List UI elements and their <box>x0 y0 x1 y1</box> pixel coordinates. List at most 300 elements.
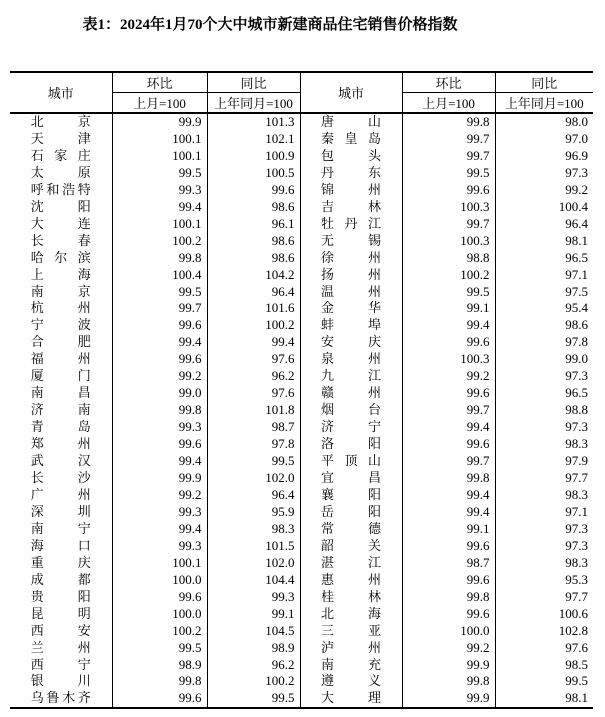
yoy-value: 96.9 <box>565 147 588 163</box>
city-cell <box>300 419 402 436</box>
mom-value: 99.4 <box>112 334 207 351</box>
yoy-value: 98.0 <box>565 114 588 129</box>
mom-value: 99.6 <box>402 436 495 453</box>
city-cell <box>10 131 112 148</box>
yoy-value: 97.3 <box>565 537 588 553</box>
city-cell <box>300 673 402 690</box>
header-city-right: 城市 <box>300 72 402 113</box>
city-name: 厦 门 <box>30 368 91 384</box>
city-name: 青 岛 <box>30 419 91 435</box>
city-name: 平 顶 山 <box>321 453 381 469</box>
city-name: 宁 波 <box>30 317 91 333</box>
yoy-value: 98.1 <box>565 232 588 248</box>
mom-value: 99.6 <box>112 690 207 708</box>
yoy-value: 97.7 <box>565 588 588 604</box>
table-row <box>10 521 593 538</box>
city-cell <box>300 182 402 199</box>
city-cell <box>300 148 402 165</box>
yoy-value: 96.4 <box>207 284 300 301</box>
city-name: 宜 昌 <box>321 470 381 486</box>
mom-value: 99.4 <box>112 521 207 538</box>
table-row <box>10 233 593 250</box>
city-cell <box>10 589 112 606</box>
table-row <box>10 148 593 165</box>
mom-value: 99.3 <box>112 504 207 521</box>
city-name: 牡 丹 江 <box>321 215 381 231</box>
table-row <box>10 334 593 351</box>
city-cell <box>300 487 402 504</box>
yoy-value: 96.4 <box>207 487 300 504</box>
city-name: 石 家 庄 <box>30 147 91 163</box>
city-name: 遵 义 <box>321 673 381 689</box>
yoy-value: 96.1 <box>207 216 300 233</box>
city-cell <box>300 284 402 301</box>
table-row <box>10 690 593 708</box>
city-cell <box>10 216 112 233</box>
header-mom-base-left: 上月=100 <box>112 93 207 114</box>
city-cell <box>10 402 112 419</box>
mom-value: 100.1 <box>112 148 207 165</box>
city-name: 福 州 <box>30 351 91 367</box>
mom-value: 99.5 <box>112 284 207 301</box>
city-name: 杭 州 <box>30 300 91 316</box>
city-name: 吉 林 <box>321 198 381 214</box>
table-row <box>10 436 593 453</box>
yoy-value: 96.4 <box>565 215 588 231</box>
table-row <box>10 504 593 521</box>
city-cell <box>300 572 402 589</box>
yoy-value: 96.5 <box>565 385 588 401</box>
yoy-value: 95.4 <box>565 300 588 316</box>
mom-value: 100.0 <box>112 572 207 589</box>
mom-value: 99.1 <box>402 300 495 317</box>
mom-value: 100.0 <box>402 623 495 640</box>
mom-value: 99.8 <box>402 589 495 606</box>
mom-value: 99.5 <box>112 640 207 657</box>
header-yoy-base-left: 上年同月=100 <box>207 93 300 114</box>
mom-value: 99.5 <box>402 165 495 182</box>
city-name: 无 锡 <box>321 232 381 248</box>
mom-value: 99.5 <box>112 165 207 182</box>
city-cell <box>10 623 112 640</box>
city-name: 九 江 <box>321 368 381 384</box>
mom-value: 99.7 <box>402 131 495 148</box>
city-cell <box>10 385 112 402</box>
header-mom-base-right: 上月=100 <box>402 93 495 114</box>
city-name: 惠 州 <box>321 571 381 587</box>
yoy-value: 101.3 <box>207 113 300 131</box>
city-cell <box>10 284 112 301</box>
yoy-value: 99.5 <box>207 690 300 708</box>
city-cell <box>300 538 402 555</box>
city-cell <box>10 368 112 385</box>
yoy-value: 98.3 <box>207 521 300 538</box>
city-cell <box>300 555 402 572</box>
city-name: 北 海 <box>321 605 381 621</box>
table-row <box>10 385 593 402</box>
mom-value: 98.9 <box>112 657 207 674</box>
city-cell <box>10 148 112 165</box>
mom-value: 99.7 <box>112 300 207 317</box>
yoy-value: 99.1 <box>207 606 300 623</box>
city-name: 唐 山 <box>321 114 381 129</box>
table-row <box>10 317 593 334</box>
city-name: 洛 阳 <box>321 436 381 452</box>
table-body <box>10 113 593 708</box>
mom-value: 100.4 <box>112 267 207 284</box>
yoy-value: 97.0 <box>565 130 588 146</box>
yoy-value: 98.6 <box>565 317 588 333</box>
yoy-value: 102.1 <box>207 131 300 148</box>
city-name: 成 都 <box>30 571 91 587</box>
city-name: 呼 和 浩 特 <box>30 181 91 197</box>
city-cell <box>10 165 112 182</box>
city-cell <box>300 640 402 657</box>
table-row <box>10 640 593 657</box>
city-cell <box>300 606 402 623</box>
mom-value: 99.6 <box>402 538 495 555</box>
yoy-value: 99.2 <box>565 181 588 197</box>
mom-value: 100.3 <box>402 351 495 368</box>
yoy-value: 99.6 <box>207 182 300 199</box>
city-name: 大 理 <box>321 690 381 706</box>
mom-value: 100.2 <box>402 267 495 284</box>
city-cell <box>10 267 112 284</box>
city-cell <box>300 504 402 521</box>
table-row <box>10 182 593 199</box>
table-row <box>10 250 593 267</box>
mom-value: 99.7 <box>402 402 495 419</box>
yoy-value: 97.8 <box>207 436 300 453</box>
yoy-value: 98.6 <box>207 233 300 250</box>
table-row <box>10 402 593 419</box>
table-row <box>10 589 593 606</box>
yoy-value: 101.5 <box>207 538 300 555</box>
city-name: 岳 阳 <box>321 503 381 519</box>
city-cell <box>10 419 112 436</box>
table-row <box>10 131 593 148</box>
mom-value: 100.3 <box>402 233 495 250</box>
yoy-value: 102.0 <box>207 470 300 487</box>
mom-value: 99.8 <box>112 402 207 419</box>
city-cell <box>300 657 402 674</box>
mom-value: 99.7 <box>402 216 495 233</box>
mom-value: 99.6 <box>112 589 207 606</box>
city-cell <box>10 657 112 674</box>
mom-value: 100.1 <box>112 555 207 572</box>
mom-value: 99.9 <box>402 657 495 674</box>
table-row <box>10 657 593 674</box>
city-cell <box>300 199 402 216</box>
yoy-value: 99.3 <box>207 589 300 606</box>
mom-value: 99.9 <box>112 470 207 487</box>
yoy-value: 96.2 <box>207 368 300 385</box>
city-cell <box>300 453 402 470</box>
mom-value: 99.4 <box>402 487 495 504</box>
yoy-value: 100.6 <box>558 605 588 621</box>
price-index-table <box>10 71 593 709</box>
city-cell <box>300 385 402 402</box>
city-cell <box>10 317 112 334</box>
yoy-value: 98.6 <box>207 199 300 216</box>
city-name: 襄 阳 <box>321 486 381 502</box>
table-row <box>10 538 593 555</box>
mom-value: 99.8 <box>402 673 495 690</box>
mom-value: 99.6 <box>112 351 207 368</box>
city-cell <box>300 690 402 708</box>
table-row <box>10 165 593 182</box>
yoy-value: 100.4 <box>558 198 588 214</box>
city-cell <box>10 250 112 267</box>
city-cell <box>10 521 112 538</box>
city-name: 兰 州 <box>30 639 91 655</box>
yoy-value: 96.5 <box>565 249 588 265</box>
yoy-value: 98.7 <box>207 419 300 436</box>
city-cell <box>10 487 112 504</box>
yoy-value: 98.3 <box>565 486 588 502</box>
city-name: 温 州 <box>321 283 381 299</box>
header-row-1 <box>10 72 593 93</box>
city-name: 南 昌 <box>30 385 91 401</box>
city-cell <box>300 589 402 606</box>
mom-value: 99.6 <box>112 317 207 334</box>
table-row <box>10 470 593 487</box>
city-name: 三 亚 <box>321 622 381 638</box>
mom-value: 99.1 <box>402 521 495 538</box>
mom-value: 99.2 <box>112 368 207 385</box>
mom-value: 99.2 <box>402 640 495 657</box>
city-cell <box>300 351 402 368</box>
city-cell <box>300 165 402 182</box>
yoy-value: 98.1 <box>565 690 588 706</box>
city-cell <box>300 233 402 250</box>
yoy-value: 97.3 <box>565 419 588 435</box>
city-name: 秦 皇 岛 <box>321 130 381 146</box>
yoy-value: 98.9 <box>207 640 300 657</box>
mom-value: 100.1 <box>112 216 207 233</box>
yoy-value: 97.3 <box>565 368 588 384</box>
city-name: 哈 尔 滨 <box>30 249 91 265</box>
mom-value: 100.1 <box>112 131 207 148</box>
city-name: 长 春 <box>30 232 91 248</box>
table-row <box>10 487 593 504</box>
city-cell <box>10 504 112 521</box>
table-row <box>10 199 593 216</box>
table-row <box>10 300 593 317</box>
mom-value: 99.4 <box>402 419 495 436</box>
mom-value: 99.2 <box>402 368 495 385</box>
header-yoy-right: 同比 <box>495 72 593 93</box>
mom-value: 99.3 <box>112 538 207 555</box>
mom-value: 99.5 <box>402 284 495 301</box>
city-cell <box>10 555 112 572</box>
table-row <box>10 453 593 470</box>
city-name: 南 京 <box>30 283 91 299</box>
yoy-value: 100.2 <box>207 673 300 690</box>
yoy-value: 95.9 <box>207 504 300 521</box>
mom-value: 100.3 <box>402 199 495 216</box>
city-cell <box>300 368 402 385</box>
city-name: 西 安 <box>30 622 91 638</box>
city-name: 济 宁 <box>321 419 381 435</box>
yoy-value: 97.8 <box>565 334 588 350</box>
yoy-value: 99.5 <box>565 673 588 689</box>
mom-value: 99.6 <box>402 606 495 623</box>
city-cell <box>300 250 402 267</box>
city-name: 赣 州 <box>321 385 381 401</box>
city-name: 太 原 <box>30 164 91 180</box>
city-name: 海 口 <box>30 537 91 553</box>
city-cell <box>10 113 112 131</box>
city-name: 徐 州 <box>321 249 381 265</box>
city-cell <box>300 216 402 233</box>
table-row <box>10 284 593 301</box>
yoy-value: 100.9 <box>207 148 300 165</box>
city-name: 安 庆 <box>321 334 381 350</box>
table-row <box>10 351 593 368</box>
city-cell <box>10 606 112 623</box>
city-cell <box>300 317 402 334</box>
city-cell <box>10 453 112 470</box>
city-cell <box>10 538 112 555</box>
city-cell <box>10 690 112 708</box>
yoy-value: 98.5 <box>565 656 588 672</box>
mom-value: 99.3 <box>112 182 207 199</box>
city-name: 南 充 <box>321 656 381 672</box>
table-header <box>10 72 593 113</box>
table-row <box>10 572 593 589</box>
city-cell <box>300 267 402 284</box>
yoy-value: 98.3 <box>565 436 588 452</box>
city-cell <box>10 470 112 487</box>
city-name: 贵 阳 <box>30 588 91 604</box>
city-name: 大 连 <box>30 215 91 231</box>
city-name: 烟 台 <box>321 402 381 418</box>
mom-value: 99.3 <box>112 419 207 436</box>
header-yoy-left: 同比 <box>207 72 300 93</box>
mom-value: 99.4 <box>112 199 207 216</box>
mom-value: 99.4 <box>402 317 495 334</box>
city-cell <box>300 436 402 453</box>
city-name: 桂 林 <box>321 588 381 604</box>
yoy-value: 101.6 <box>207 300 300 317</box>
mom-value: 100.0 <box>112 606 207 623</box>
city-name: 丹 东 <box>321 164 381 180</box>
yoy-value: 98.3 <box>565 554 588 570</box>
mom-value: 98.7 <box>402 555 495 572</box>
city-name: 长 沙 <box>30 470 91 486</box>
yoy-value: 102.0 <box>207 555 300 572</box>
mom-value: 99.6 <box>402 572 495 589</box>
table-row <box>10 113 593 131</box>
yoy-value: 99.0 <box>565 351 588 367</box>
city-name: 重 庆 <box>30 554 91 570</box>
mom-value: 99.2 <box>112 487 207 504</box>
mom-value: 99.7 <box>402 148 495 165</box>
header-yoy-base-right: 上年同月=100 <box>495 93 593 114</box>
table-title: 表1：2024年1月70个大中城市新建商品住宅销售价格指数 <box>82 17 458 33</box>
city-name: 包 头 <box>321 147 381 163</box>
yoy-value: 104.5 <box>207 623 300 640</box>
city-name: 西 宁 <box>30 656 91 672</box>
city-name: 广 州 <box>30 486 91 502</box>
mom-value: 100.2 <box>112 233 207 250</box>
mom-value: 99.7 <box>402 453 495 470</box>
city-name: 扬 州 <box>321 266 381 282</box>
table-row <box>10 555 593 572</box>
yoy-value: 97.3 <box>565 520 588 536</box>
city-cell <box>10 673 112 690</box>
city-cell <box>10 436 112 453</box>
yoy-value: 104.2 <box>207 267 300 284</box>
yoy-value: 97.6 <box>207 385 300 402</box>
yoy-value: 101.8 <box>207 402 300 419</box>
city-name: 北 京 <box>30 114 91 129</box>
table-row <box>10 267 593 284</box>
city-name: 金 华 <box>321 300 381 316</box>
city-cell <box>10 640 112 657</box>
city-name: 合 肥 <box>30 334 91 350</box>
mom-value: 99.0 <box>112 385 207 402</box>
city-name: 济 南 <box>30 402 91 418</box>
city-name: 天 津 <box>30 130 91 146</box>
yoy-value: 97.9 <box>565 453 588 469</box>
yoy-value: 98.6 <box>207 250 300 267</box>
header-mom-left: 环比 <box>112 72 207 93</box>
yoy-value: 97.6 <box>207 351 300 368</box>
yoy-value: 97.3 <box>565 164 588 180</box>
city-name: 蚌 埠 <box>321 317 381 333</box>
yoy-value: 96.2 <box>207 657 300 674</box>
city-name: 武 汉 <box>30 453 91 469</box>
city-name: 昆 明 <box>30 605 91 621</box>
mom-value: 99.6 <box>402 385 495 402</box>
city-cell <box>300 623 402 640</box>
city-cell <box>10 300 112 317</box>
header-mom-right: 环比 <box>402 72 495 93</box>
yoy-value: 95.3 <box>565 571 588 587</box>
city-cell <box>300 334 402 351</box>
city-cell <box>10 351 112 368</box>
city-cell <box>300 402 402 419</box>
mom-value: 99.8 <box>112 250 207 267</box>
yoy-value: 99.4 <box>207 334 300 351</box>
yoy-value: 102.8 <box>558 622 588 638</box>
table-row <box>10 216 593 233</box>
city-name: 深 圳 <box>30 503 91 519</box>
yoy-value: 97.1 <box>565 266 588 282</box>
mom-value: 99.9 <box>402 690 495 708</box>
mom-value: 99.8 <box>402 470 495 487</box>
city-cell <box>10 182 112 199</box>
table-row <box>10 419 593 436</box>
yoy-value: 97.5 <box>565 283 588 299</box>
table-row <box>10 368 593 385</box>
mom-value: 99.8 <box>112 673 207 690</box>
mom-value: 98.8 <box>402 250 495 267</box>
city-cell <box>300 113 402 131</box>
mom-value: 99.4 <box>112 453 207 470</box>
mom-value: 99.6 <box>112 436 207 453</box>
city-cell <box>300 470 402 487</box>
mom-value: 99.9 <box>112 113 207 131</box>
city-name: 郑 州 <box>30 436 91 452</box>
mom-value: 99.8 <box>402 113 495 131</box>
city-name: 锦 州 <box>321 181 381 197</box>
header-city-left: 城市 <box>10 72 112 113</box>
city-name: 上 海 <box>30 266 91 282</box>
mom-value: 100.2 <box>112 623 207 640</box>
